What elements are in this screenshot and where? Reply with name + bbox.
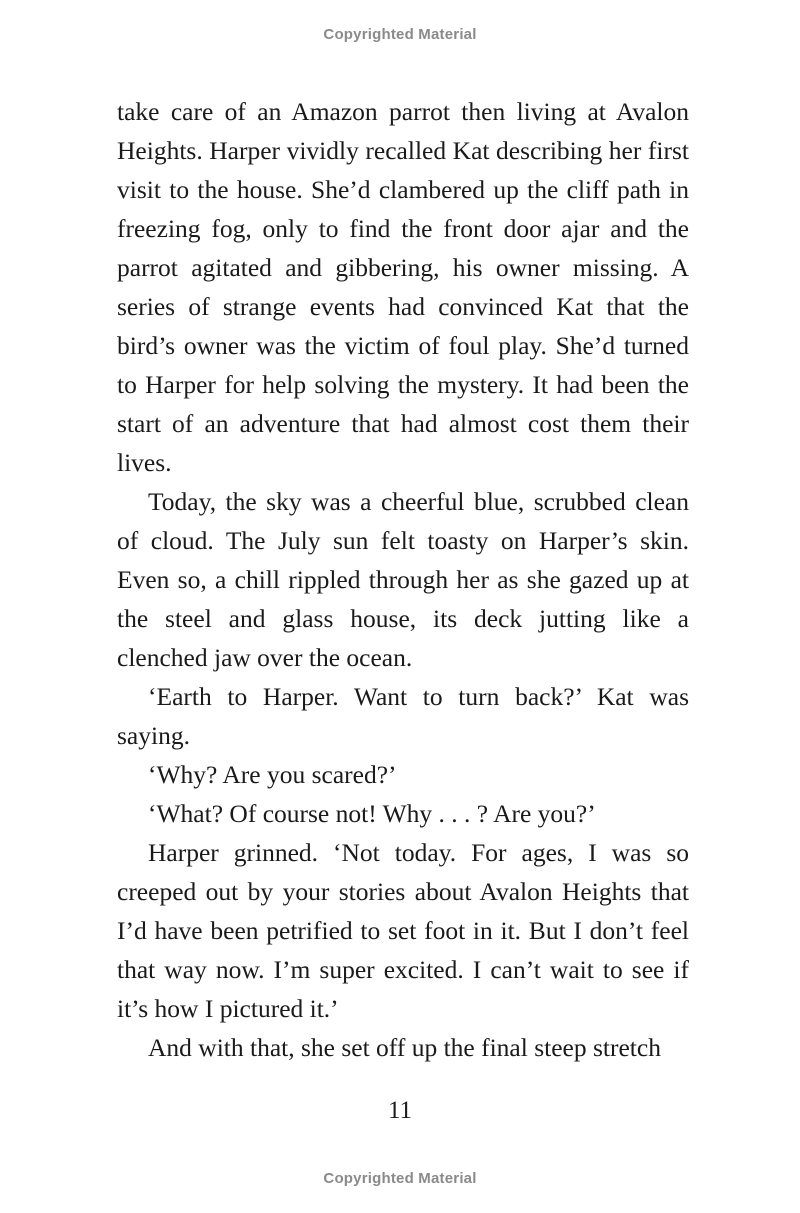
- paragraph-5: ‘What? Of course not! Why . . . ? Are you?’: [148, 799, 596, 828]
- paragraph-1: take care of an Amazon parrot then living at Avalon Heights. Harper vividly recalled Kat describing her first visit to the house. She’d clambered up the cliff path in freezing fog, only to find the front door ajar and the parrot agitated and gibbering, his owner missing. A series of strange events had convinced Kat that the bird’s owner was the victim of foul play. She’d turned to Harper for help solving the mystery. It had been the start of an adventure that had almost cost them their lives.: [117, 97, 689, 477]
- paragraph-3: ‘Earth to Harper. Want to turn back?’ Kat was saying.: [117, 682, 689, 750]
- paragraph-6: Harper grinned. ‘Not today. For ages, I was so creeped out by your stories about Avalon Heights that I’d have been petrified to set foot in it. But I don’t feel that way now. I’m super excited. I can’t wait to see if it’s how I pictured it.’: [117, 838, 689, 1023]
- paragraph-4: ‘Why? Are you scared?’: [148, 760, 397, 789]
- page-number: 11: [387, 1097, 413, 1124]
- copyright-watermark-top: Copyrighted Material: [323, 26, 477, 43]
- page-body-text: [117, 92, 689, 1067]
- copyright-watermark-bottom: Copyrighted Material: [323, 1170, 477, 1187]
- paragraph-2: Today, the sky was a cheerful blue, scrubbed clean of cloud. The July sun felt toasty on Harper’s skin. Even so, a chill rippled through her as she gazed up at the steel and glass house, its deck jutting like a clenched jaw over the ocean.: [117, 487, 689, 672]
- paragraph-7: And with that, she set off up the final steep stretch: [148, 1033, 661, 1062]
